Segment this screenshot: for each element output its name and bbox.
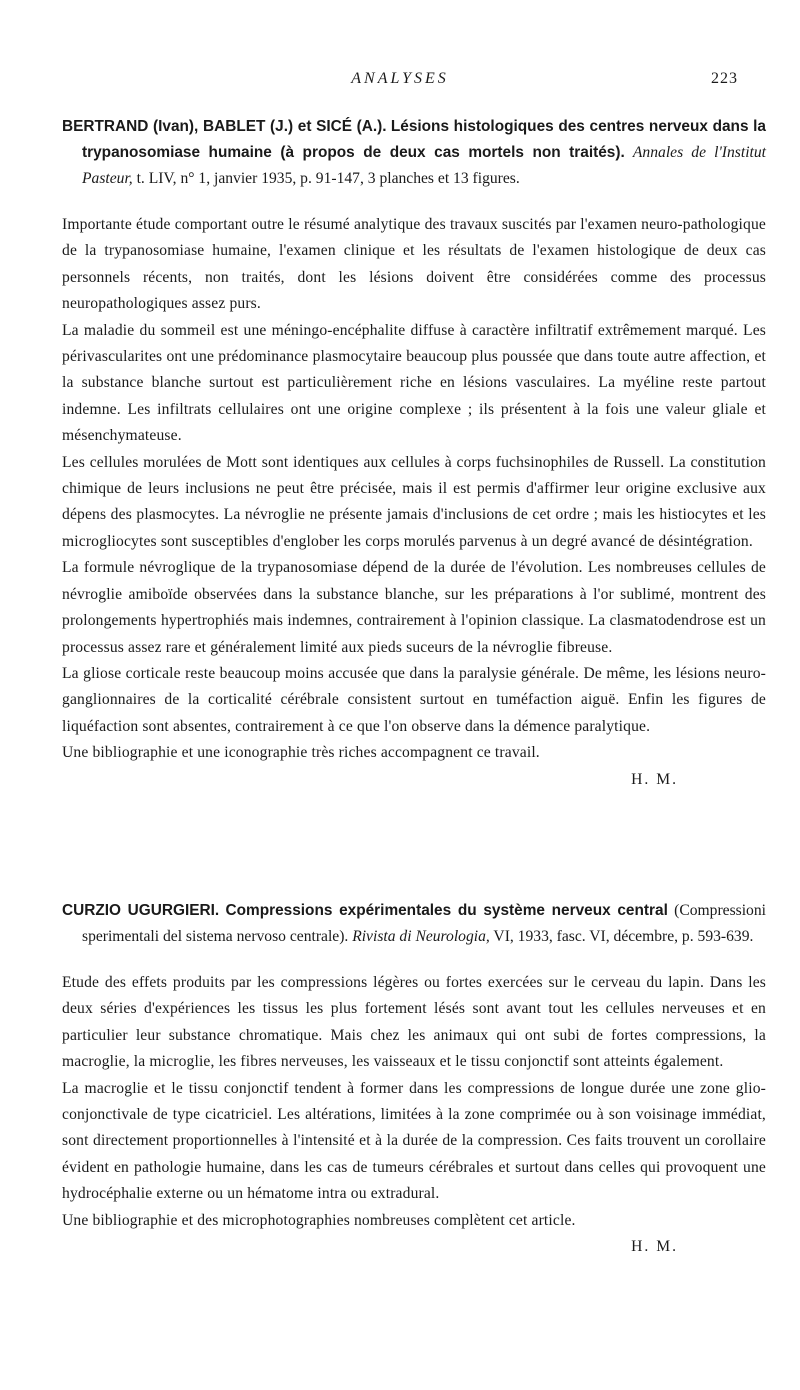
signature: H. M. — [631, 770, 678, 788]
article-ugurgieri — [62, 898, 766, 1260]
paragraph: La maladie du sommeil est une méningo-encéphalite diffuse à caractère infiltratif extrêmement marqué. Les périvascularites ont une prédominance plasmocytaire beaucoup plus poussée que dans toute autre affection, et la substance blanche surtout est particulièrement riche en lésions vasculaires. La myéline reste partout indemne. Les infiltrats cellulaires ont une origine complexe ; ils présentent à la fois une valeur gliale et mésenchymateuse. — [62, 321, 766, 445]
journal-details: VI, 1933, fasc. VI, décembre, p. 593-639. — [489, 928, 754, 945]
paragraph: Etude des effets produits par les compressions légères ou fortes exercées sur le cerveau du lapin. Dans les deux séries d'expériences les tissus les plus fortement lésés sont avant tout les cellules nerveuses et en particulier leur substance chromatique. Mais chez les animaux qui ont subi de fortes compressions, la macroglie, la microglie, les fibres nerveuses, les vaisseaux et le tissu conjonctif sont atteints également. — [62, 974, 766, 1071]
article-reference — [62, 114, 766, 192]
article-title: Lésions histologiques des centres nerveux dans la trypanosomiase humaine (à propos de deux cas mortels non traités). — [82, 118, 766, 161]
paragraph: La formule névroglique de la trypanosomiase dépend de la durée de l'évolution. Les nombreuses cellules de névroglie amiboïde observées dans la substance blanche, sur les préparations à l'or sublimé, montrent des prolongements hypertrophiés mais indemnes, contrairement à l'opinion classique. La clasmatodendrose est un processus assez rare et généralement limité aux pieds suceurs de la névroglie fibreuse. — [62, 559, 766, 656]
paragraph: Une bibliographie et une iconographie très riches accompagnent ce travail. — [62, 744, 540, 762]
article-body — [62, 212, 766, 767]
journal-name: Annales de l'Institut Pasteur, — [82, 144, 766, 187]
journal-details: t. LIV, n° 1, janvier 1935, p. 91-147, 3 planches et 13 figures. — [132, 170, 520, 187]
article-reference — [62, 898, 766, 950]
article-bertrand — [62, 114, 766, 793]
journal-name: Rivista di Neurologia, — [352, 928, 490, 945]
article-title: Compressions expérimentales du système nerveux central — [225, 902, 668, 919]
running-head — [0, 70, 800, 94]
paragraph: Une bibliographie et des microphotographies nombreuses complètent cet article. — [62, 1211, 576, 1229]
paragraph: La gliose corticale reste beaucoup moins accusée que dans la paralysie générale. De même, les lésions neuro-ganglionnaires de la corticalité cérébrale consistent surtout en tuméfaction aiguë. Enfin les figures de liquéfaction sont absentes, contrairement à ce que l'on observe dans la démence paralytique. — [62, 664, 766, 735]
article-body — [62, 970, 766, 1234]
journal-prefix: (Compressioni sperimentali del sistema nervoso centrale). — [82, 902, 766, 945]
paragraph: La macroglie et le tissu conjonctif tendent à former dans les compressions de longue durée une zone glio-conjonctivale de type cicatriciel. Les altérations, limitées à la zone comprimée ou à son voisinage immédiat, sont directement proportionnelles à l'intensité et à la durée de la compression. Ces faits trouvent un corollaire évident en pathologie humaine, dans les cas de tumeurs cérébrales et surtout dans celles qui provoquent une hydrocéphalie externe ou un hématome intra ou extradural. — [62, 1079, 766, 1203]
running-head-title: ANALYSES — [351, 70, 449, 87]
article-authors: BERTRAND (Ivan), BABLET (J.) et SICÉ (A.). — [62, 118, 387, 135]
page-number: 223 — [711, 70, 738, 87]
article-authors: CURZIO UGURGIERI. — [62, 902, 220, 919]
paragraph: Les cellules morulées de Mott sont identiques aux cellules à corps fuchsinophiles de Russell. La constitution chimique de leurs inclusions ne peut être précisée, mais il est permis d'affirmer leur origine exclusive aux dépens des plasmocytes. La névroglie ne présente jamais d'inclusions de cet ordre ; mais les histiocytes et les microgliocytes sont susceptibles d'englober les corps morulés parvenus à un degré avancé de désintégration. — [62, 453, 766, 550]
paragraph: Importante étude comportant outre le résumé analytique des travaux suscités par l'examen neuro-pathologique de la trypanosomiase humaine, l'examen clinique et les résultats de l'examen histologique de deux cas personnels récents, non traités, dont les lésions doivent être considérées comme des processus neuropathologiques assez purs. — [62, 216, 766, 313]
signature: H. M. — [631, 1238, 678, 1256]
